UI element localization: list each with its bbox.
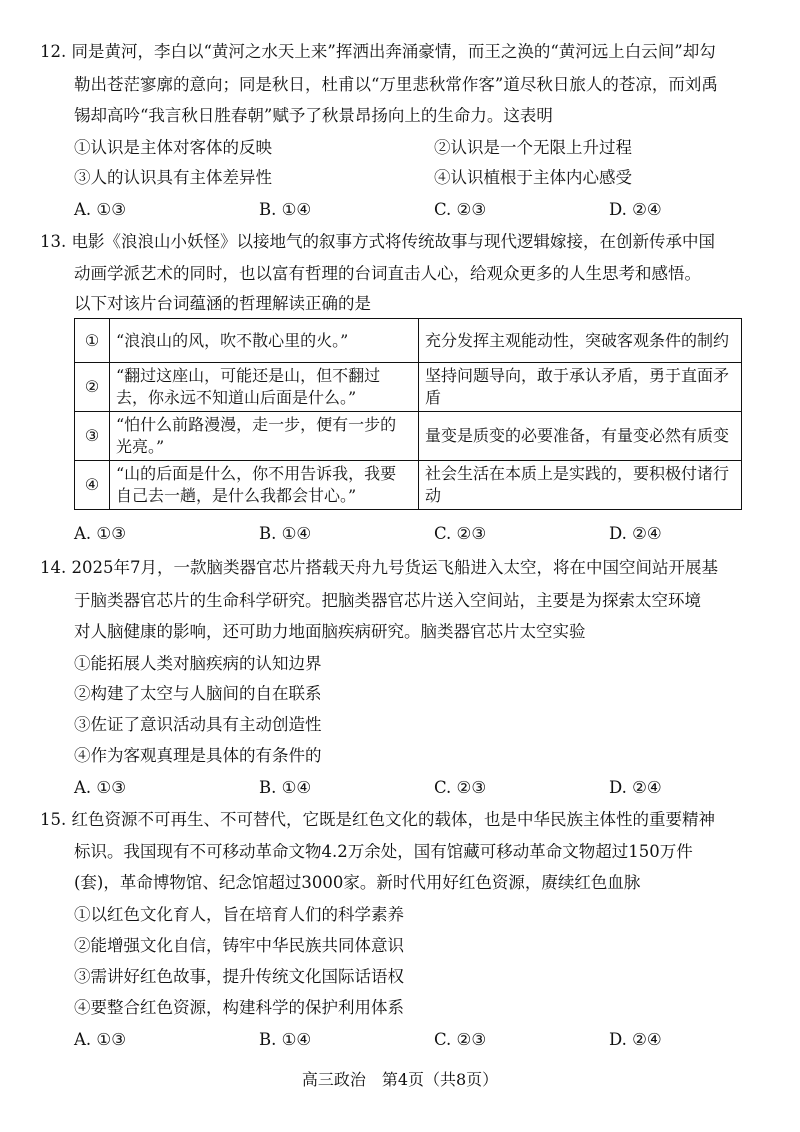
- q12-option-3: ③人的认识具有主体差异性: [74, 168, 272, 187]
- q13-choice-b: B. ①④: [259, 524, 312, 543]
- q15-choice-c: C. ②③: [434, 1030, 487, 1049]
- q15-option-3: ③需讲好红色故事，提升传统文化国际话语权: [74, 967, 404, 986]
- q14-choice-a: A. ①③: [74, 778, 126, 797]
- q13-choice-a: A. ①③: [74, 524, 126, 543]
- q12-stem-line-1: 12. 同是黄河，李白以“黄河之水天上来”挥洒出奔涌豪情，而王之涣的“黄河远上白云间”却勾: [40, 42, 716, 61]
- q12-choice-a: A. ①③: [74, 200, 126, 219]
- q12-stem-line-3: 锡却高吟“我言秋日胜春朝”赋予了秋景昂扬向上的生命力。这表明: [74, 106, 553, 125]
- q12-choice-b: B. ①④: [259, 200, 312, 219]
- q13-row-4-reading: 社会生活在本质上是实践的，要积极付诸行动: [419, 461, 742, 510]
- table-row: [75, 461, 742, 510]
- q15-stem-line-3: (套)，革命博物馆、纪念馆超过3000家。新时代用好红色资源，赓续红色血脉: [74, 873, 641, 892]
- q13-row-4-quote: “山的后面是什么，你不用告诉我，我要自己去一趟，是什么我都会甘心。”: [110, 461, 419, 510]
- q14-stem-line-2: 于脑类器官芯片的生命科学研究。把脑类器官芯片送入空间站，主要是为探索太空环境: [74, 591, 701, 610]
- q15-option-1: ①以红色文化育人，旨在培育人们的科学素养: [74, 905, 404, 924]
- q13-row-3-num: ③: [75, 412, 110, 461]
- q12-choice-d: D. ②④: [609, 200, 662, 219]
- q12-choice-c: C. ②③: [434, 200, 487, 219]
- q13-row-3-quote: “怕什么前路漫漫，走一步，便有一步的光亮。”: [110, 412, 419, 461]
- q15-stem-line-2: 标识。我国现有不可移动革命文物4.2万余处，国有馆藏可移动革命文物超过150万件: [74, 842, 693, 861]
- q14-choice-c: C. ②③: [434, 778, 487, 797]
- q15-choice-b: B. ①④: [259, 1030, 312, 1049]
- page-footer: 高三政治 第4页（共8页）: [301, 1070, 499, 1089]
- q13-choice-d: D. ②④: [609, 524, 662, 543]
- q12-options-row-1: [74, 136, 754, 160]
- table-row: [75, 319, 742, 363]
- q12-option-4: ④认识植根于主体内心感受: [434, 168, 632, 187]
- q13-stem-line-3: 以下对该片台词蕴涵的哲理解读正确的是: [74, 294, 371, 313]
- q15-choices: [74, 1028, 754, 1052]
- q13-row-1-num: ①: [75, 319, 110, 363]
- q12-stem-line-2: 勒出苍茫寥廓的意向；同是秋日，杜甫以“万里悲秋常作客”道尽秋日旅人的苍凉，而刘禹: [74, 75, 718, 94]
- q12-option-2: ②认识是一个无限上升过程: [434, 138, 632, 157]
- q14-option-2: ②构建了太空与人脑间的自在联系: [74, 684, 322, 703]
- q13-row-1-quote: “浪浪山的风，吹不散心里的火。”: [110, 319, 419, 363]
- q15-choice-a: A. ①③: [74, 1030, 126, 1049]
- q13-row-3-reading: 量变是质变的必要准备，有量变必然有质变: [419, 412, 742, 461]
- q14-stem-line-1: 14. 2025年7月，一款脑类器官芯片搭载天舟九号货运飞船进入太空，将在中国空间站开展基: [40, 558, 718, 577]
- q15-choice-d: D. ②④: [609, 1030, 662, 1049]
- q13-quote-table: [74, 318, 742, 510]
- q15-stem-line-1: 15. 红色资源不可再生、不可替代，它既是红色文化的载体，也是中华民族主体性的重要精神: [40, 810, 715, 829]
- q13-row-1-reading: 充分发挥主观能动性，突破客观条件的制约: [419, 319, 742, 363]
- q14-option-4: ④作为客观真理是具体的有条件的: [74, 746, 322, 765]
- q12-options-row-2: [74, 166, 754, 190]
- q14-choice-b: B. ①④: [259, 778, 312, 797]
- q13-row-2-reading: 坚持问题导向，敢于承认矛盾，勇于直面矛盾: [419, 363, 742, 412]
- q13-row-4-num: ④: [75, 461, 110, 510]
- q14-choice-d: D. ②④: [609, 778, 662, 797]
- table-row: [75, 363, 742, 412]
- q12-option-1: ①认识是主体对客体的反映: [74, 138, 272, 157]
- q13-stem-line-2: 动画学派艺术的同时，也以富有哲理的台词直击人心，给观众更多的人生思考和感悟。: [74, 264, 701, 283]
- table-row: [75, 412, 742, 461]
- q14-choices: [74, 776, 754, 800]
- q13-stem-line-1: 13. 电影《浪浪山小妖怪》以接地气的叙事方式将传统故事与现代逻辑嫁接，在创新传承中国: [40, 232, 715, 251]
- q15-option-2: ②能增强文化自信，铸牢中华民族共同体意识: [74, 936, 404, 955]
- q14-stem-line-3: 对人脑健康的影响，还可助力地面脑疾病研究。脑类器官芯片太空实验: [74, 622, 586, 641]
- q14-option-3: ③佐证了意识活动具有主动创造性: [74, 715, 322, 734]
- q14-option-1: ①能拓展人类对脑疾病的认知边界: [74, 654, 322, 673]
- q15-option-4: ④要整合红色资源，构建科学的保护利用体系: [74, 998, 404, 1017]
- q13-choice-c: C. ②③: [434, 524, 487, 543]
- q13-choices: [74, 522, 754, 546]
- q13-row-2-quote: “翻过这座山，可能还是山，但不翻过去，你永远不知道山后面是什么。”: [110, 363, 419, 412]
- q12-choices: [74, 198, 754, 222]
- q13-row-2-num: ②: [75, 363, 110, 412]
